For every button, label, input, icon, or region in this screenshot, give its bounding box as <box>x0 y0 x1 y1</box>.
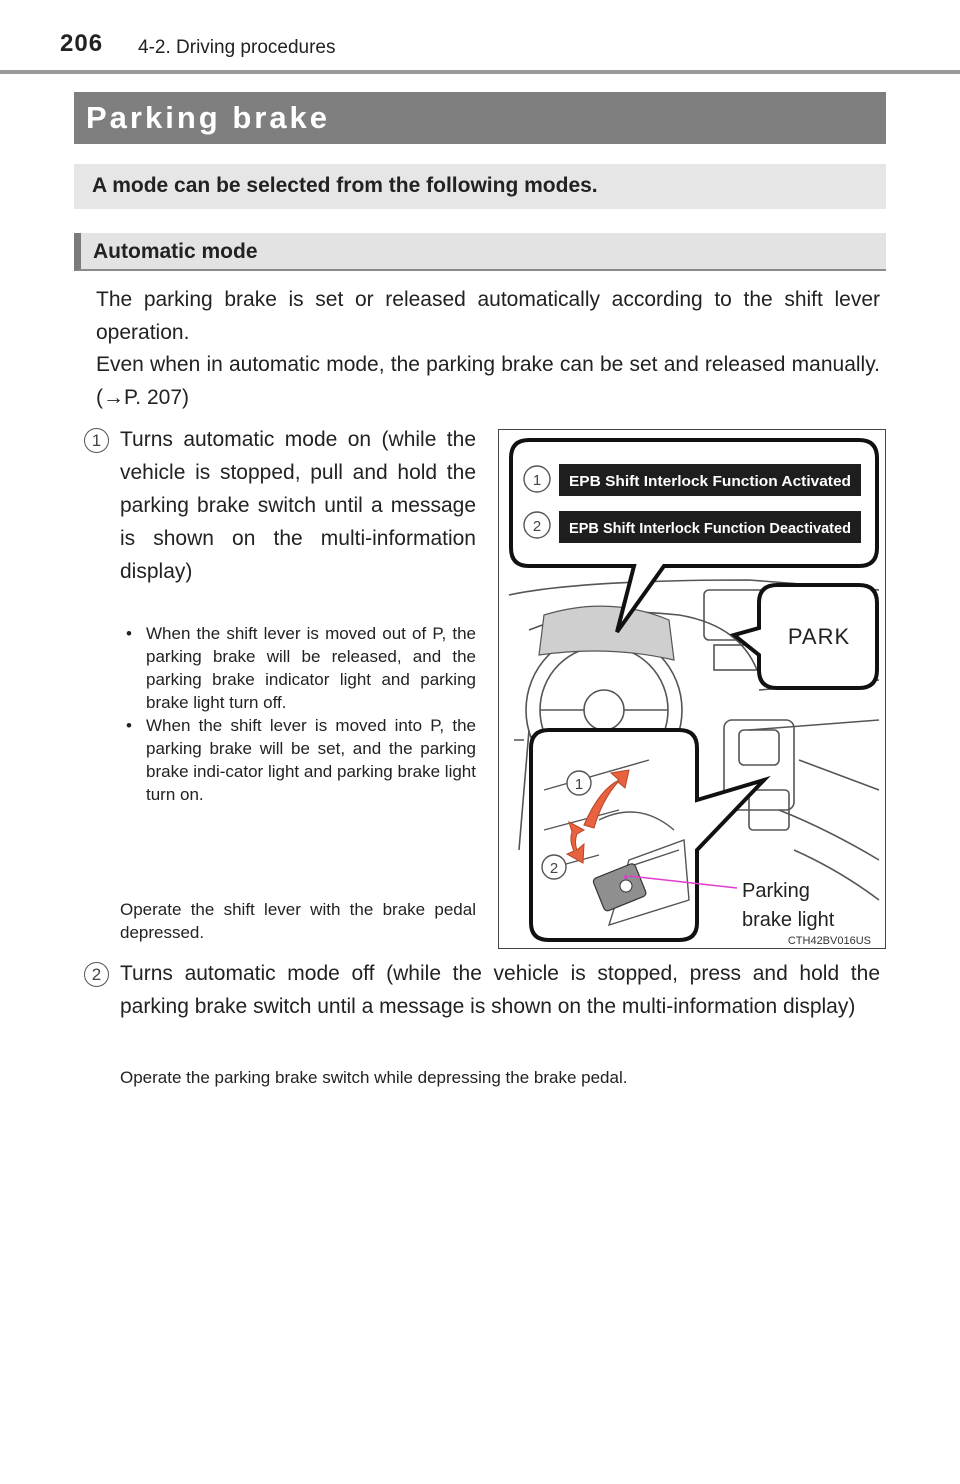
bullet-dot-icon: • <box>126 624 132 643</box>
parking-brake-symbol-icon <box>620 880 632 892</box>
msg-1-text: EPB Shift Interlock Function Activated <box>569 473 851 490</box>
item-1-bullets <box>126 622 476 806</box>
intro-text: A mode can be selected from the following modes. <box>92 174 598 197</box>
park-label: PARK <box>787 624 851 649</box>
bullet-dot-icon: • <box>126 716 132 735</box>
arrow-1-number: 1 <box>574 776 584 793</box>
bullet-item <box>126 714 476 806</box>
item-1-text: Turns automatic mode on (while the vehicle is stopped, pull and hold the parking brake switch until a message is shown on the multi-information display) <box>120 428 476 583</box>
item-1-number: 1 <box>84 428 109 453</box>
msg-1-number: 1 <box>532 472 542 489</box>
item-2-text: Turns automatic mode off (while the vehicle is stopped, press and hold the parking brake switch until a message is shown on the multi-information display) <box>120 962 880 1018</box>
arrow-2-number: 2 <box>549 860 559 877</box>
callout-label-line-2: brake light <box>742 909 835 931</box>
page-title: Parking brake <box>86 100 331 135</box>
subsection-bar <box>74 233 886 271</box>
bullet-item <box>126 622 476 714</box>
section-label: 4-2. Driving procedures <box>138 37 336 58</box>
msg-2-text: EPB Shift Interlock Function Deactivated <box>569 520 851 537</box>
figure-illustration <box>499 430 886 949</box>
parking-brake-figure <box>498 429 886 949</box>
subsection-title: Automatic mode <box>93 240 258 263</box>
msg-2-number: 2 <box>532 518 542 535</box>
intro-box <box>74 164 886 209</box>
parking-brake-light-icon <box>624 875 628 879</box>
paragraph-2: Even when in automatic mode, the parking brake can be set and released manually. (→P. 207) <box>96 353 880 409</box>
figure-code: CTH42BV016US <box>787 935 871 947</box>
paragraph-1: The parking brake is set or released automatically according to the shift lever operation. <box>96 288 880 344</box>
display-highlight <box>539 606 674 660</box>
header-divider <box>0 70 960 74</box>
title-bar <box>74 92 886 144</box>
item-1-note: Operate the shift lever with the brake pedal depressed. <box>120 900 476 942</box>
page-number: 206 <box>60 30 104 57</box>
switch-bubble <box>531 730 764 940</box>
item-2-number: 2 <box>84 962 109 987</box>
bullet-text: When the shift lever is moved out of P, the parking brake will be released, and the parking brake indicator light and parking brake light turn off. <box>146 624 476 712</box>
callout-label-line-1: Parking <box>742 880 810 902</box>
bullet-text: When the shift lever is moved into P, the parking brake will be set, and the parking brake indi-cator light and parking brake light turn on. <box>146 716 476 804</box>
item-2-note: Operate the parking brake switch while depressing the brake pedal. <box>120 1068 628 1087</box>
